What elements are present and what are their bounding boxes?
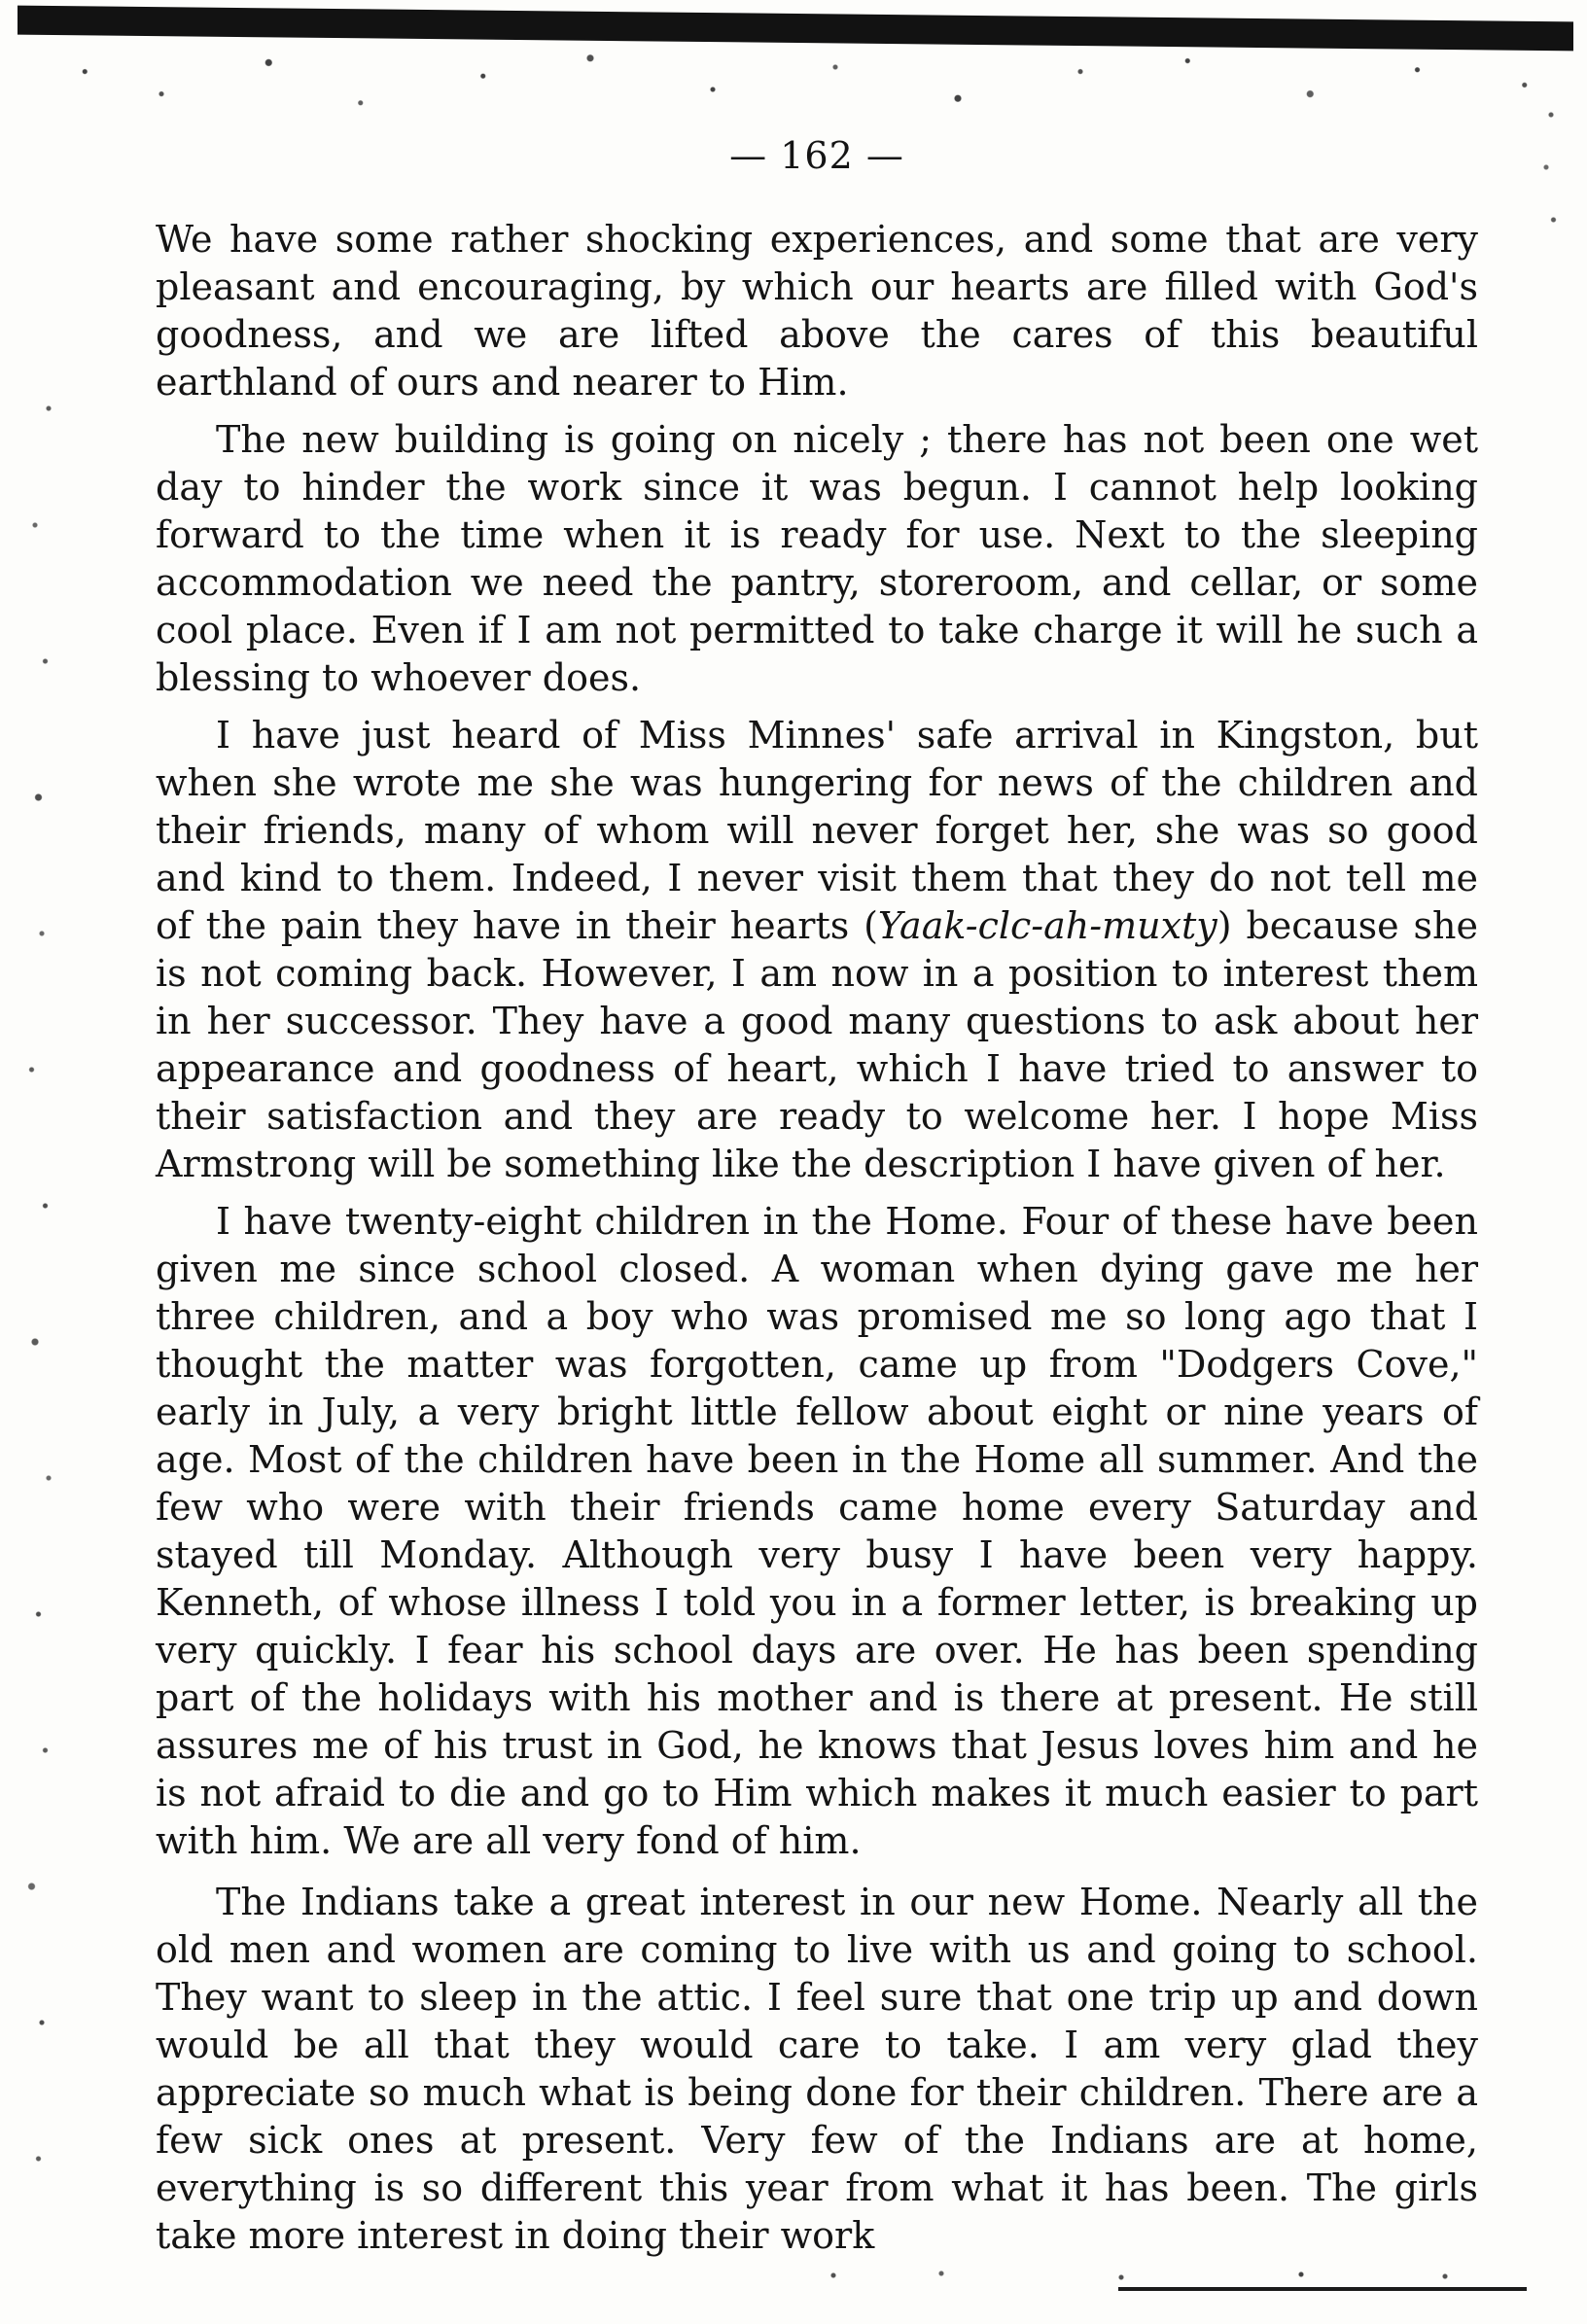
bottom-scan-noise [797,2266,1517,2285]
paragraph-1: We have some rather shocking experiences, and some that are very pleasant and encouraging, by which our hearts are filled with God's goodness, and we are lifted above the cares of this beautiful earthland of ours and nearer to Him. [156,218,1478,404]
paragraph-5: The Indians take a great interest in our new Home. Nearly all the old men and women are coming to live with us and going to school. They want to sleep in the attic. I feel sure that one trip up and down would be all that they would care to take. I am very glad they appreciate so much what is being done for their children. There are a few sick ones at present. Very few of the Indians are at home, everything is so different this year from what it has been. The girls take more interest in doing their work [156,1881,1478,2257]
paragraph-3-text-a: I have just heard of Miss Minnes' safe arrival in Kingston, but when she wrote me she was hungering for news of the children and their friends, many of whom will never forget her, she was so good and kind to them. Indeed, I never visit them that they do not tell me of the pain they have in their hearts ( [156,714,1478,947]
bottom-border-rule [1118,2287,1527,2291]
paragraph-3 [156,712,1478,1188]
paragraph-4: I have twenty-eight children in the Home. Four of these have been given me since school closed. A woman when dying gave me her three children, and a boy who was promised me so long ago that I thought the matter was forgotten, came up from "Dodgers Cove," early in July, a very bright little fellow about eight or nine years of age. Most of the children have been in the Home all summer. And the few who were with their friends came home every Saturday and stayed till Monday. Although very busy I have been very happy. Kenneth, of whose illness I told you in a former letter, is breaking up very quickly. I fear his school days are over. He has been spending part of the holidays with his mother and is there at present. He still assures me of his trust in God, he knows that Jesus loves him and he is not afraid to die and go to Him which makes it much easier to part with him. We are all very fond of him. [156,1200,1478,1862]
top-scan-noise [39,45,1570,134]
paragraph-2: The new building is going on nicely ; there has not been one wet day to hinder the work since it was begun. I cannot help looking forward to the time when it is ready for use. Next to the sleeping accommodation we need the pantry, storeroom, and cellar, or some cool place. Even if I am not permitted to take charge it will he such a blessing to whoever does. [156,418,1478,699]
page-number: — 162 — [729,134,904,177]
right-margin-scan-noise [1527,97,1575,272]
body-text [156,216,1478,2270]
paragraph-3-indian-phrase: Yaak-clc-ah-muxty [877,904,1217,947]
paragraph-3-text-b: ) because she is not coming back. However, I am now in a position to interest them in her successor. They have a good many questions to ask about her appearance and goodness of heart, which I have tried to answer to their satisfaction and they are ready to welcome her. I hope Miss Armstrong will be something like the description I have given of her. [156,904,1478,1185]
left-margin-scan-noise [8,331,76,2275]
